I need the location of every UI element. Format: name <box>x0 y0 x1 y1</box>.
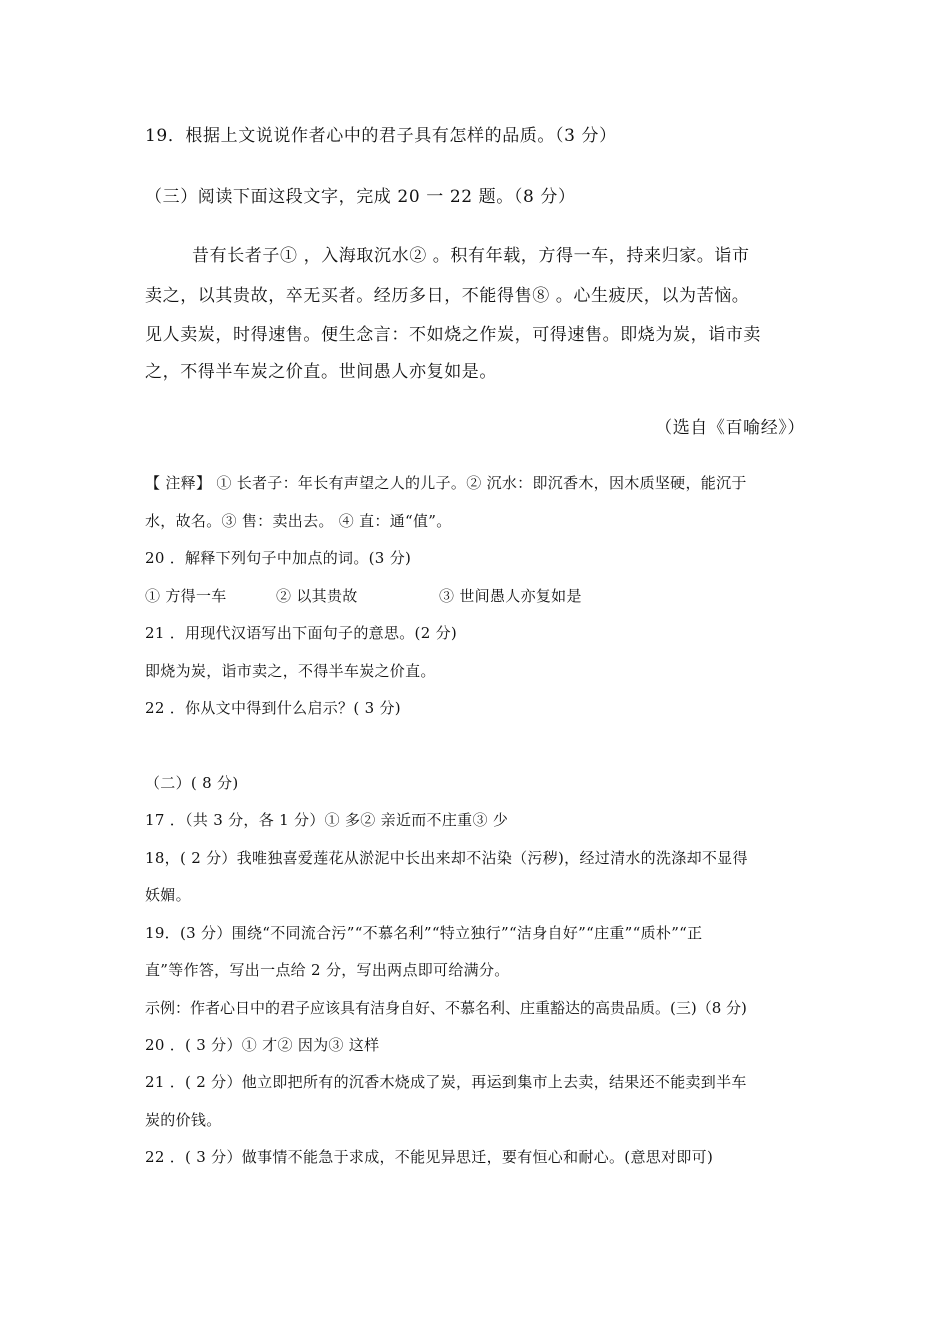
answer-line-11: 22 ．( 3 分）做事情不能急于求成，不能见异思迁，要有恒心和耐心。(意思对即可) <box>145 1148 714 1166</box>
answer-line-1: （二）( 8 分) <box>145 774 239 792</box>
question-20-options <box>145 585 582 606</box>
answer-line-3: 18，( 2 分）我唯独喜爱莲花从淤泥中长出来却不沾染（污秽)，经过清水的洗涤却不显得 <box>145 849 748 867</box>
option-2: ② 以其贵故 <box>276 587 358 605</box>
section-title: （三）阅读下面这段文字，完成 20 一 22 题。（8 分） <box>145 187 576 207</box>
answer-line-8: 20 ．( 3 分）① 才② 因为③ 这样 <box>145 1036 380 1054</box>
answer-line-7: 示例：作者心日中的君子应该具有洁身自好、不慕名利、庄重豁达的高贵品质。(三)（8 分) <box>145 999 747 1017</box>
notes-line-1: 【 注释】 ① 长者子：年长有声望之人的儿子。② 沉水：即沉香木，因木质坚硬，能沉于 <box>145 474 747 492</box>
option-3: ③ 世间愚人亦复如是 <box>439 587 582 605</box>
passage-source: （选自《百喻经》） <box>655 418 805 438</box>
passage-line-4: 之，不得半车炭之价直。世间愚人亦复如是。 <box>145 362 497 382</box>
question-21: 21 ．用现代汉语写出下面句子的意思。(2 分) <box>145 624 458 642</box>
question-22: 22 ．你从文中得到什么启示？( 3 分) <box>145 699 401 717</box>
answer-line-5: 19．(3 分）围绕“不同流合污”“不慕名利”“特立独行”“洁身自好”“庄重”“质朴”“正 <box>145 924 703 942</box>
answer-line-10: 炭的价钱。 <box>145 1111 222 1129</box>
question-20: 20 ．解释下列句子中加点的词。(3 分) <box>145 549 412 567</box>
answer-line-6: 直”等作答，写出一点给 2 分，写出两点即可给满分。 <box>145 961 510 979</box>
option-1: ① 方得一车 <box>145 587 227 605</box>
question-21-sentence: 即烧为炭，诣市卖之，不得半车炭之价直。 <box>145 662 436 680</box>
answer-line-4: 妖媚。 <box>145 886 191 904</box>
question-19: 19．根据上文说说作者心中的君子具有怎样的品质。（3 分） <box>145 126 617 146</box>
answer-line-2: 17 ．（共 3 分，各 1 分）① 多② 亲近而不庄重③ 少 <box>145 811 509 829</box>
answer-line-9: 21 ．( 2 分）他立即把所有的沉香木烧成了炭，再运到集市上去卖，结果还不能卖到半车 <box>145 1073 747 1091</box>
passage-line-1: 昔有长者子① ，入海取沉水② 。积有年载，方得一车，持来归家。诣市 <box>192 246 750 266</box>
notes-line-2: 水，故名。③ 售：卖出去。 ④ 直：通“值”。 <box>145 512 452 530</box>
passage-line-3: 见人卖炭，时得速售。便生念言：不如烧之作炭，可得速售。即烧为炭，诣市卖 <box>145 325 761 345</box>
passage-line-2: 卖之，以其贵故，卒无买者。经历多日，不能得售⑧ 。心生疲厌，以为苦恼。 <box>145 286 750 306</box>
